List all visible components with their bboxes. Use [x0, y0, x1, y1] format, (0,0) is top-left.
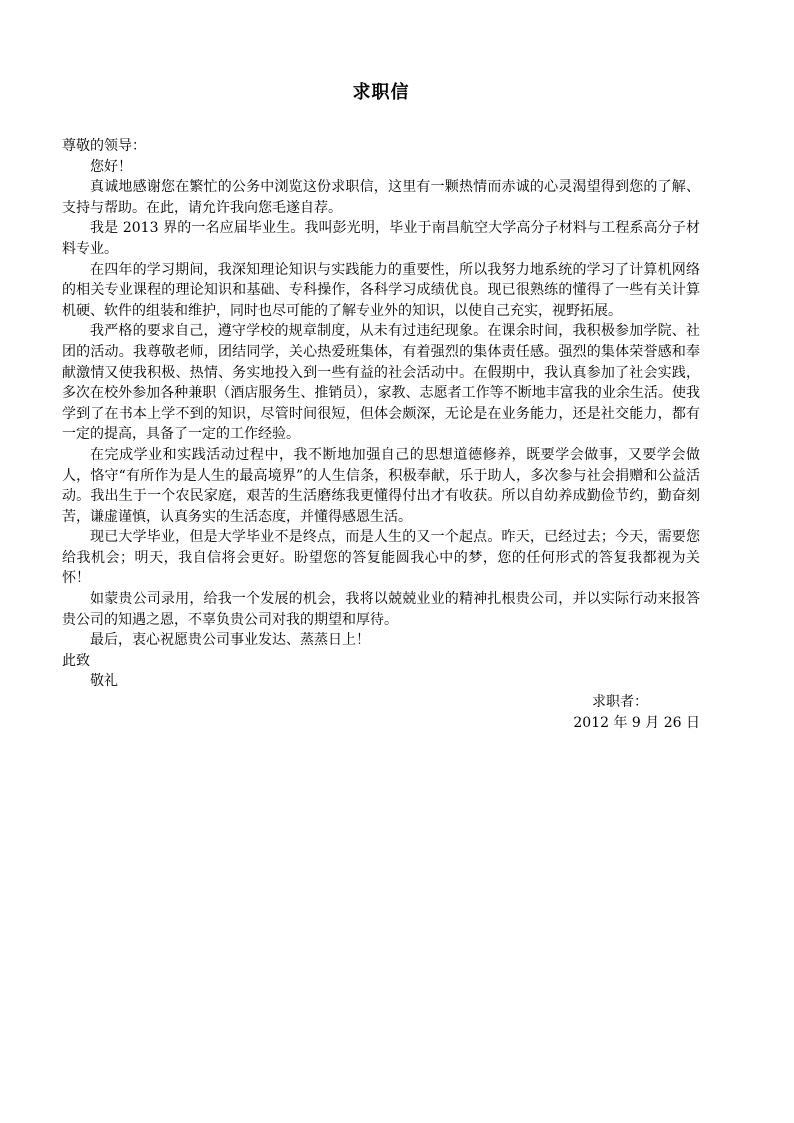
- paragraph-8: 最后，衷心祝愿贵公司事业发达、蒸蒸日上！: [90, 632, 370, 649]
- letter-page: [62, 80, 700, 733]
- letter-title: 求职信: [352, 82, 410, 103]
- paragraph-7: 如蒙贵公司录用，给我一个发展的机会，我将以兢兢业业的精神扎根贵公司，并以实际行动来报答贵公司的知遇之恩，不辜负贵公司对我的期望和厚待。: [62, 591, 700, 628]
- paragraph-3: 在四年的学习期间，我深知理论知识与实践能力的重要性，所以我努力地系统的学习了计算机网络的相关专业课程的理论知识和基础、专科操作，各科学习成绩优良。现已很熟练的懂得了一些有关计算机硬、软件的组装和维护，同时也尽可能的了解专业外的知识，以使自己充实，视野拓展。: [62, 261, 700, 319]
- closing-ci-zhi: 此致: [62, 652, 90, 669]
- signer-label: [62, 692, 700, 713]
- paragraph-1: 真诚地感谢您在繁忙的公务中浏览这份求职信，这里有一颗热情而赤诚的心灵渴望得到您的了解、支持与帮助。在此，请允许我向您毛遂自荐。: [62, 179, 700, 216]
- signer-label-text: 求职者：: [592, 694, 648, 711]
- salutation: 尊敬的领导：: [62, 138, 146, 154]
- paragraph-6: 现已大学毕业，但是大学毕业不是终点，而是人生的又一个起点。昨天，已经过去；今天，需要您给我机会；明天，我自信将会更好。盼望您的答复能圆我心中的梦，您的任何形式的答复我都视为关怀！: [62, 529, 700, 587]
- paragraph-2: 我是 2013 界的一名应届毕业生。我叫彭光明，毕业于南昌航空大学高分子材料与工程系高分子材料专业。: [62, 220, 700, 257]
- closing-jing-li: 敬礼: [90, 673, 118, 690]
- paragraph-5: 在完成学业和实践活动过程中，我不断地加强自己的思想道德修养，既要学会做事，又要学会做人，恪守“有所作为是人生的最高境界”的人生信条，积极奉献，乐于助人，多次参与社会捐赠和公益活动。我出生于一个农民家庭，艰苦的生活磨练我更懂得付出才有收获。所以自幼养成勤俭节约，勤奋刻苦，谦虚谨慎，认真务实的生活态度，并懂得感恩生活。: [62, 446, 700, 525]
- greeting: 您好！: [90, 158, 132, 175]
- letter-date: 2012 年 9 月 26 日: [573, 714, 700, 731]
- paragraph-4: 我严格的要求自己，遵守学校的规章制度，从未有过违纪现象。在课余时间，我积极参加学院、社团的活动。我尊敬老师，团结同学，关心热爱班集体，有着强烈的集体责任感。强烈的集体荣誉感和奉献激情又使我积极、热情、务实地投入到一些有益的社会活动中。在假期中，我认真参加了社会实践，多次在校外参加各种兼职（酒店服务生、推销员），家教、志愿者工作等不断地丰富我的业余生活。使我学到了在书本上学不到的知识，尽管时间很短，但体会颇深，无论是在业务能力，还是社交能力，都有一定的提高，具备了一定的工作经验。: [62, 323, 700, 443]
